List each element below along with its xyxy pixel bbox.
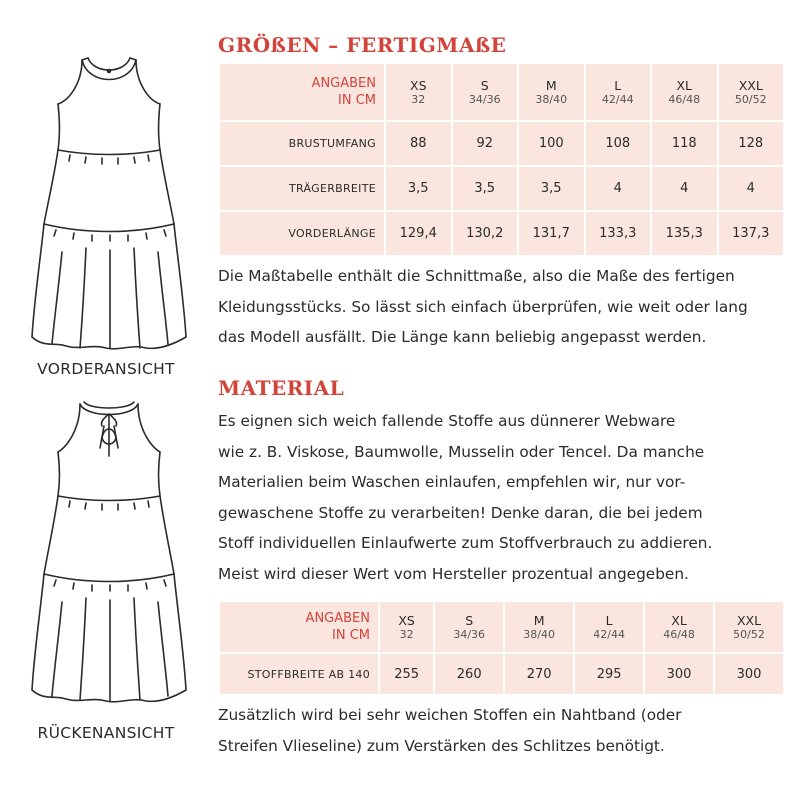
text-line: Kleidungsstücks. So lässt sich einfach überprüfen, wie weit oder lang (218, 297, 748, 316)
size-col-header: M 38/40 (519, 64, 584, 120)
table-cell: 260 (435, 654, 503, 694)
text-line: Die Maßtabelle enthält die Schnittmaße, also die Maße des fertigen (218, 267, 735, 285)
table-row (220, 212, 783, 255)
table-cell: 131,7 (519, 212, 584, 255)
text-line: das Modell ausfällt. Die Länge kann beliebig angepasst werden. (218, 328, 707, 346)
text-line: Materialien beim Waschen einlaufen, empfehlen wir, nur vor- (218, 473, 686, 491)
size-col-header: S 34/36 (453, 64, 518, 120)
size-col-header: XXL 50/52 (719, 64, 784, 120)
fabric-width-table (218, 600, 785, 696)
dress-front-view-icon (30, 52, 188, 352)
text-line: Es eignen sich weich fallende Stoffe aus dünnerer Webware (218, 412, 676, 430)
size-table (218, 62, 785, 257)
table-cell: 92 (453, 122, 518, 165)
table-cell: 130,2 (453, 212, 518, 255)
table-cell: 128 (719, 122, 784, 165)
text-line: wie z. B. Viskose, Baumwolle, Musselin oder Tencel. Da manche (218, 442, 705, 461)
text-line: gewaschene Stoffe zu verarbeiten! Denke daran, die bei jedem (218, 503, 703, 522)
table-row (220, 122, 783, 165)
table-cell: 135,3 (652, 212, 717, 255)
size-col-header: L 42/44 (575, 602, 643, 652)
table-cell: 270 (505, 654, 573, 694)
text-line: Meist wird dieser Wert vom Hersteller prozentual angegeben. (218, 564, 689, 583)
table-cell: 137,3 (719, 212, 784, 255)
size-col-header: XL 46/48 (645, 602, 713, 652)
fabric-table-header-row (220, 602, 783, 652)
size-col-header: L 42/44 (586, 64, 651, 120)
row-label: TRÄGERBREITE (220, 167, 384, 210)
table-cell: 88 (386, 122, 451, 165)
table-cell: 295 (575, 654, 643, 694)
table-cell: 3,5 (453, 167, 518, 210)
row-label: BRUSTUMFANG (220, 122, 384, 165)
size-col-header: XS 32 (380, 602, 433, 652)
back-view-label: RÜCKENANSICHT (37, 724, 175, 742)
size-col-header: XXL 50/52 (715, 602, 783, 652)
size-table-header-row (220, 64, 783, 120)
text-line: Stoff individuellen Einlaufwerte zum Stoffverbrauch zu addieren. (218, 534, 713, 552)
table-cell: 4 (719, 167, 784, 210)
table-cell: 100 (519, 122, 584, 165)
material-description (218, 406, 788, 589)
text-line: Zusätzlich wird bei sehr weichen Stoffen ein Nahtband (oder (218, 706, 682, 724)
row-label: VORDERLÄNGE (220, 212, 384, 255)
size-table-header-label: ANGABEN IN CM (220, 64, 384, 120)
material-footer-note (218, 700, 788, 761)
fabric-table-header-label: ANGABEN IN CM (220, 602, 378, 652)
size-col-header: XS 32 (386, 64, 451, 120)
size-col-header: M 38/40 (505, 602, 573, 652)
table-cell: 4 (652, 167, 717, 210)
table-cell: 3,5 (386, 167, 451, 210)
size-col-header: S 34/36 (435, 602, 503, 652)
table-cell: 133,3 (586, 212, 651, 255)
table-cell: 300 (715, 654, 783, 694)
table-row (220, 654, 783, 694)
size-section-title: GRÖßEN – FERTIGMAßE (218, 33, 507, 57)
table-cell: 3,5 (519, 167, 584, 210)
size-col-header: XL 46/48 (652, 64, 717, 120)
row-label: STOFFBREITE AB 140 (220, 654, 378, 694)
table-cell: 108 (586, 122, 651, 165)
table-cell: 129,4 (386, 212, 451, 255)
table-row (220, 167, 783, 210)
material-section-title: MATERIAL (218, 376, 345, 400)
size-description (218, 261, 788, 353)
table-cell: 255 (380, 654, 433, 694)
front-view-label: VORDERANSICHT (37, 360, 175, 378)
dress-back-view-icon (30, 396, 188, 706)
table-cell: 300 (645, 654, 713, 694)
table-cell: 118 (652, 122, 717, 165)
table-cell: 4 (586, 167, 651, 210)
text-line: Streifen Vlieseline) zum Verstärken des Schlitzes benötigt. (218, 736, 665, 755)
garment-views (0, 0, 212, 800)
